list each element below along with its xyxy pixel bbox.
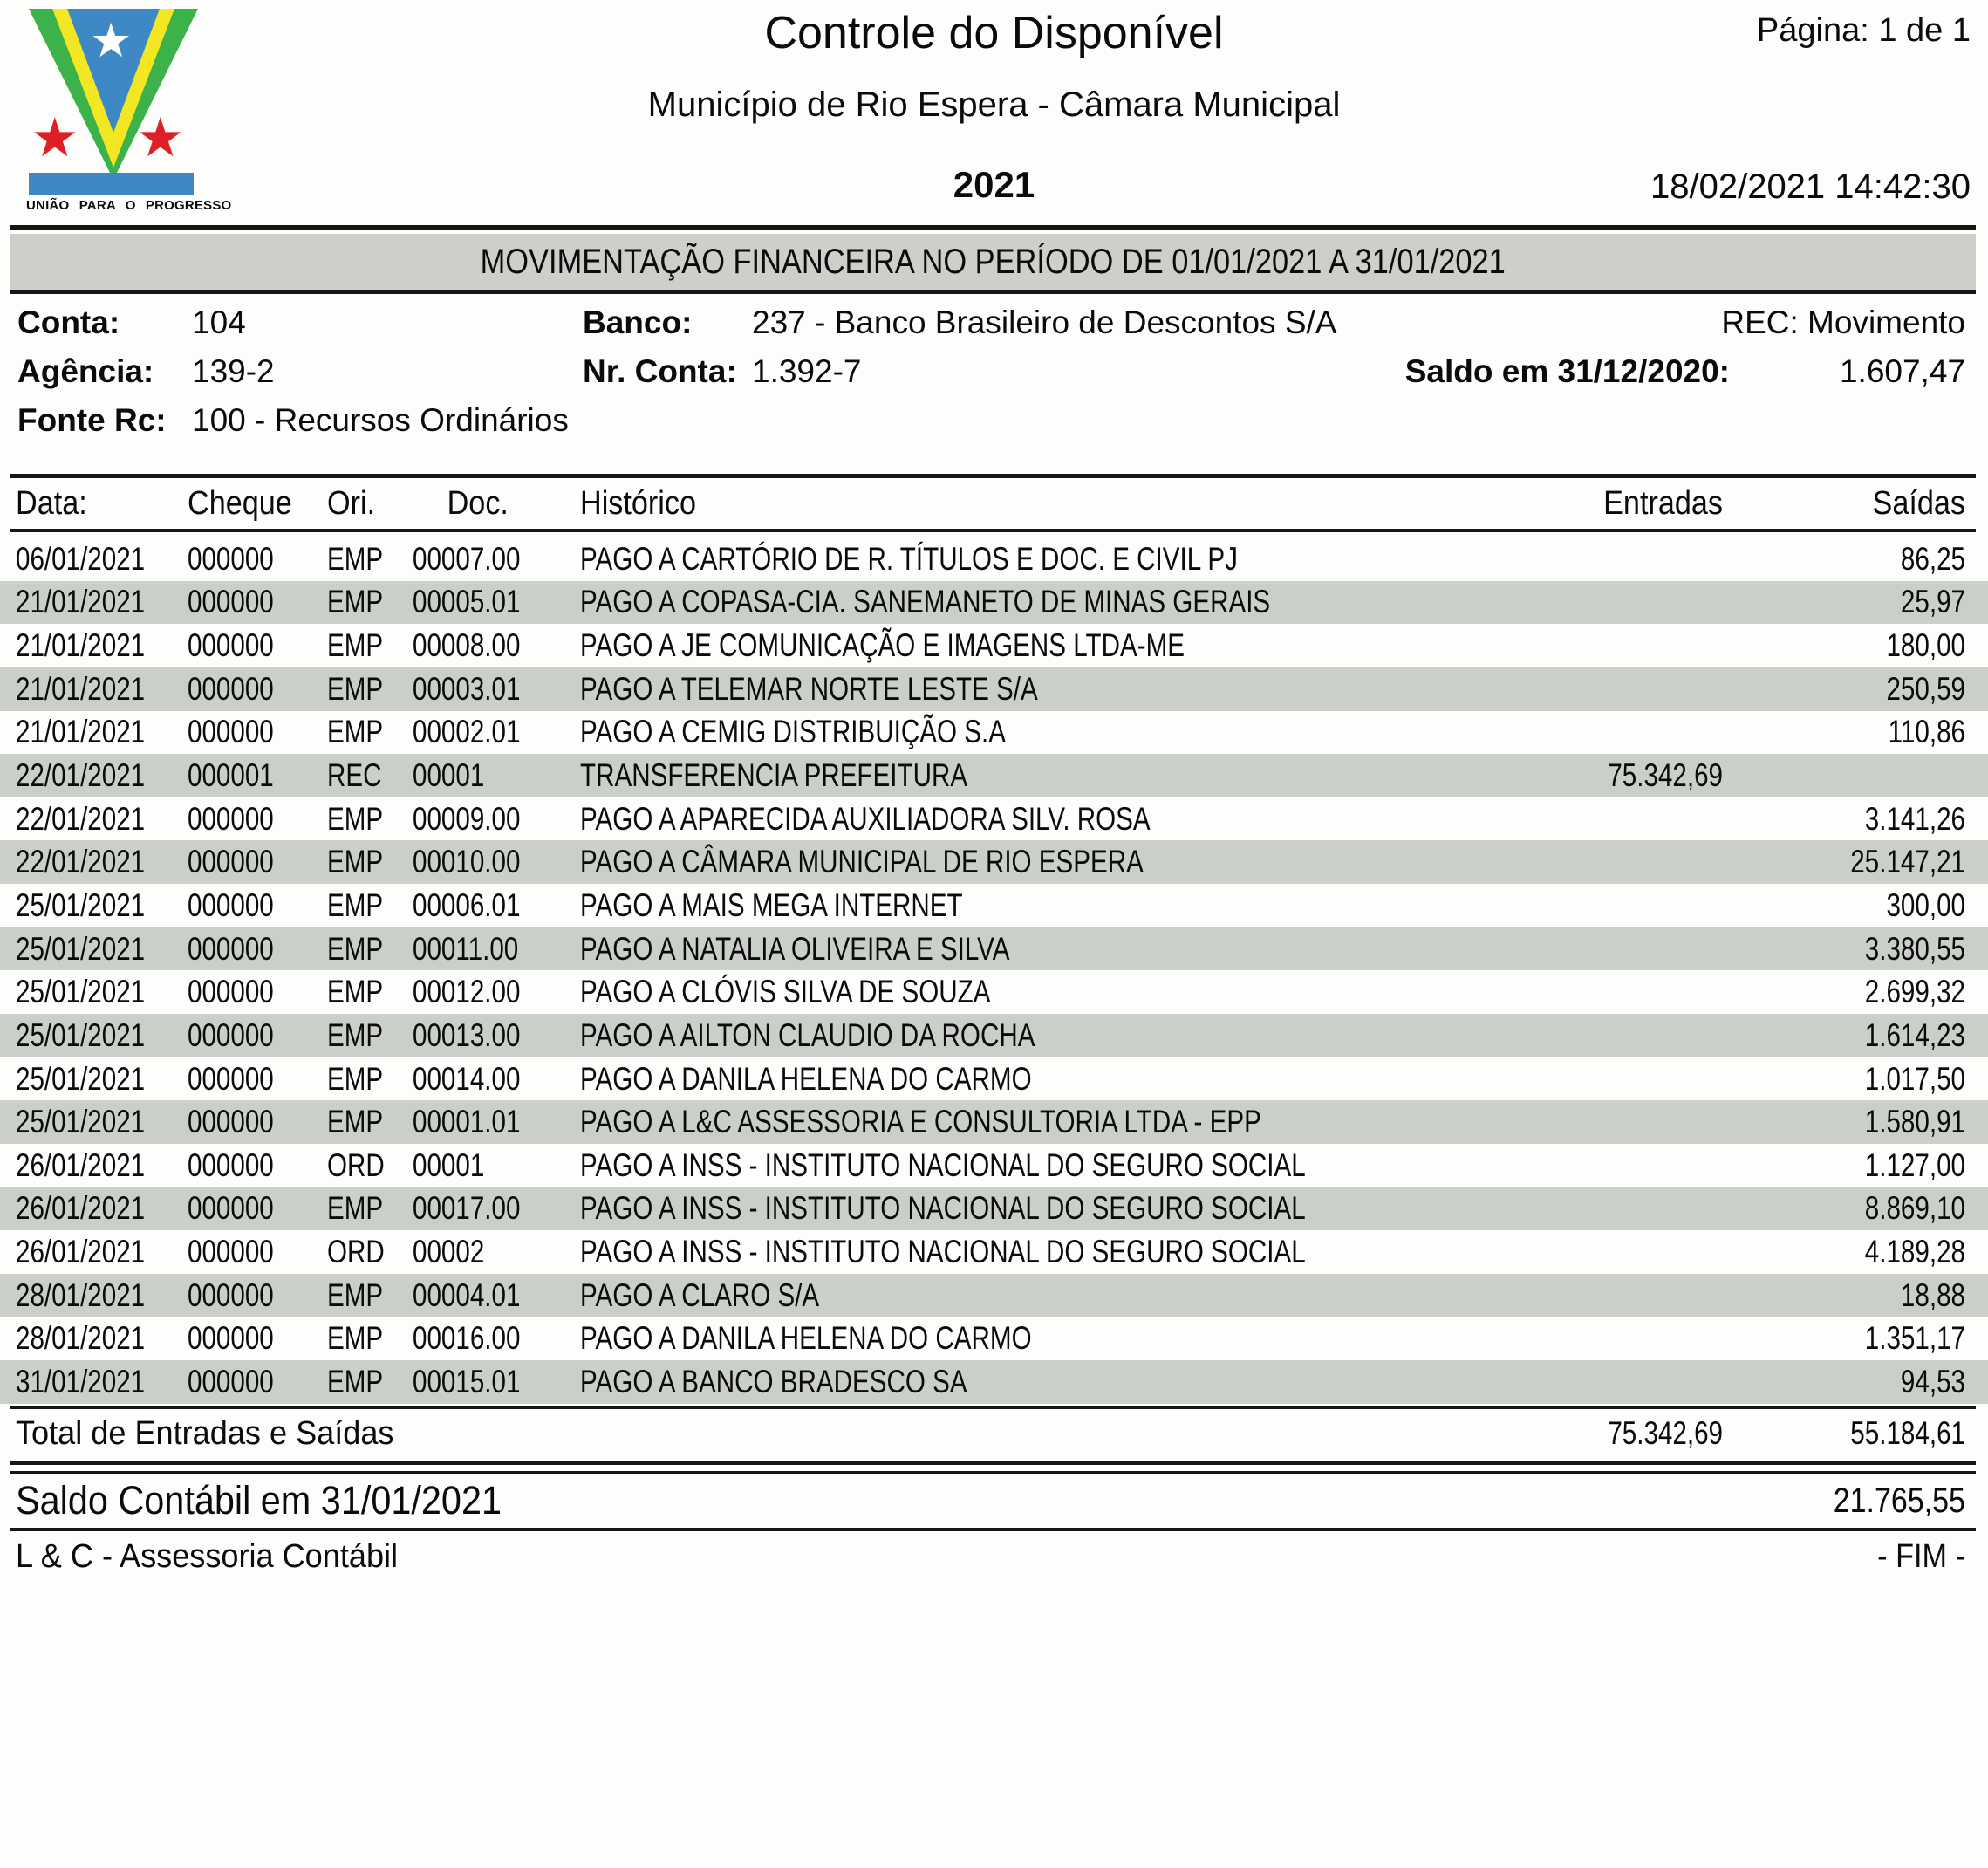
table-row <box>0 624 1988 667</box>
cell-doc: 00001 <box>413 1146 485 1183</box>
cell-date: 25/01/2021 <box>16 1016 146 1053</box>
rec-value <box>1721 304 1965 342</box>
cell-ori: EMP <box>327 627 384 664</box>
report-subtitle: Município de Rio Espera - Câmara Municipal <box>647 86 1341 124</box>
cell-ori: EMP <box>327 540 384 577</box>
cell-date: 25/01/2021 <box>16 930 146 967</box>
cell-doc: 00005.01 <box>413 584 521 620</box>
cell-date: 25/01/2021 <box>16 1060 146 1097</box>
cell-ori: EMP <box>327 974 384 1010</box>
table-row <box>0 1014 1988 1057</box>
agencia-label: Agência: <box>17 353 154 389</box>
cell-ori: EMP <box>327 800 384 837</box>
cell-ori: EMP <box>327 1060 384 1097</box>
table-row <box>0 1360 1988 1404</box>
table-row <box>0 1144 1988 1187</box>
cell-ori: EMP <box>327 584 384 620</box>
cell-ori: EMP <box>327 886 384 923</box>
cell-cheque: 000000 <box>188 670 274 707</box>
cell-saidas: 180,00 <box>1886 627 1965 664</box>
cell-ori: EMP <box>327 1320 384 1357</box>
nr-conta-value: 1.392-7 <box>752 353 862 389</box>
white-star-icon: ★ <box>90 15 133 67</box>
table-row <box>0 1057 1988 1101</box>
col-header-doc: Doc. <box>447 484 509 522</box>
cell-historico: PAGO A DANILA HELENA DO CARMO <box>580 1060 1032 1097</box>
cell-doc: 00013.00 <box>413 1016 521 1053</box>
cell-entradas: 75.342,69 <box>1608 757 1723 794</box>
nr-conta-label: Nr. Conta: <box>583 353 737 389</box>
cell-historico: PAGO A AILTON CLAUDIO DA ROCHA <box>580 1016 1035 1053</box>
cell-saidas: 86,25 <box>1900 540 1965 577</box>
saldo-contabil-row <box>16 1478 1965 1523</box>
cell-date: 26/01/2021 <box>16 1190 146 1227</box>
cell-historico: PAGO A BANCO BRADESCO SA <box>580 1363 967 1399</box>
table-row <box>0 581 1988 625</box>
cell-cheque: 000000 <box>188 714 274 750</box>
cell-ori: ORD <box>327 1146 385 1183</box>
cell-doc: 00006.01 <box>413 886 521 923</box>
footer-row <box>16 1536 1965 1577</box>
cell-ori: EMP <box>327 930 384 967</box>
cell-ori: ORD <box>327 1234 385 1270</box>
banco-label: Banco: <box>583 304 693 340</box>
cell-saidas: 3.141,26 <box>1864 800 1965 837</box>
period-band <box>10 234 1976 290</box>
transaction-rows <box>0 537 1988 1404</box>
conta-value: 104 <box>192 304 246 340</box>
cell-ori: EMP <box>327 670 384 707</box>
cell-doc: 00017.00 <box>413 1190 521 1227</box>
print-datetime: 18/02/2021 14:42:30 <box>1650 168 1971 206</box>
cell-historico: PAGO A CLARO S/A <box>580 1276 820 1313</box>
col-header-cheque: Cheque <box>188 484 292 522</box>
cell-saidas: 8.869,10 <box>1864 1190 1965 1227</box>
table-row <box>0 797 1988 841</box>
crest-motto: UNIÃO PARA O PROGRESSO <box>26 198 232 213</box>
cell-cheque: 000000 <box>188 584 274 620</box>
table-row <box>0 754 1988 797</box>
cell-doc: 00015.01 <box>413 1363 521 1399</box>
cell-doc: 00008.00 <box>413 627 521 664</box>
account-info-row-1 <box>0 304 1988 342</box>
cell-cheque: 000000 <box>188 1363 274 1399</box>
period-band-title: MOVIMENTAÇÃO FINANCEIRA NO PERÍODO DE 01/01/2021 A 31/01/2021 <box>480 242 1506 281</box>
cell-date: 06/01/2021 <box>16 540 146 577</box>
table-row <box>0 1230 1988 1274</box>
cell-date: 25/01/2021 <box>16 974 146 1010</box>
saldo-anterior-value: 1.607,47 <box>1839 353 1965 389</box>
cell-cheque: 000000 <box>188 1016 274 1053</box>
cell-date: 26/01/2021 <box>16 1146 146 1183</box>
cell-date: 21/01/2021 <box>16 584 146 620</box>
cell-historico: PAGO A NATALIA OLIVEIRA E SILVA <box>580 930 1010 967</box>
fonte-label: Fonte Rc: <box>17 402 167 438</box>
table-row <box>0 970 1988 1014</box>
cell-saidas: 110,86 <box>1888 714 1965 750</box>
cell-historico: PAGO A CEMIG DISTRIBUIÇÃO S.A <box>580 714 1006 750</box>
cell-cheque: 000000 <box>188 800 274 837</box>
cell-date: 22/01/2021 <box>16 757 146 794</box>
cell-date: 25/01/2021 <box>16 1104 146 1140</box>
horizontal-rule <box>10 290 1976 294</box>
cell-saidas: 1.614,23 <box>1864 1016 1965 1053</box>
cell-historico: PAGO A INSS - INSTITUTO NACIONAL DO SEGURO SOCIAL <box>580 1234 1306 1270</box>
cell-ori: EMP <box>327 1190 384 1227</box>
rec-label: REC: <box>1721 304 1799 340</box>
cell-doc: 00009.00 <box>413 800 521 837</box>
cell-cheque: 000000 <box>188 930 274 967</box>
col-header-data: Data: <box>16 484 87 522</box>
cell-date: 28/01/2021 <box>16 1276 146 1313</box>
cell-date: 26/01/2021 <box>16 1234 146 1270</box>
fonte-value: 100 - Recursos Ordinários <box>192 402 569 438</box>
col-header-historico: Histórico <box>580 484 697 522</box>
cell-historico: PAGO A L&C ASSESSORIA E CONSULTORIA LTDA - EPP <box>580 1104 1261 1140</box>
cell-ori: EMP <box>327 844 384 880</box>
cell-date: 25/01/2021 <box>16 886 146 923</box>
col-header-saidas: Saídas <box>1872 484 1965 522</box>
table-row <box>0 667 1988 711</box>
table-row <box>0 711 1988 755</box>
cell-doc: 00016.00 <box>413 1320 521 1357</box>
footer-company: L & C - Assessoria Contábil <box>16 1537 399 1575</box>
cell-saidas: 1.127,00 <box>1864 1146 1965 1183</box>
col-header-ori: Ori. <box>327 484 376 522</box>
cell-doc: 00007.00 <box>413 540 521 577</box>
cell-historico: TRANSFERENCIA PREFEITURA <box>580 757 968 794</box>
table-row <box>0 840 1988 884</box>
footer-end-marker: - FIM - <box>1877 1537 1965 1575</box>
cell-saidas: 1.580,91 <box>1864 1104 1965 1140</box>
cell-saidas: 25.147,21 <box>1850 844 1965 880</box>
cell-historico: PAGO A COPASA-CIA. SANEMANETO DE MINAS GERAIS <box>580 584 1271 620</box>
table-row <box>0 537 1988 581</box>
cell-cheque: 000000 <box>188 1104 274 1140</box>
cell-cheque: 000000 <box>188 627 274 664</box>
totals-entradas: 75.342,69 <box>1608 1415 1723 1451</box>
cell-saidas: 300,00 <box>1886 886 1965 923</box>
table-row <box>0 1100 1988 1144</box>
totals-row <box>0 1411 1988 1456</box>
cell-saidas: 3.380,55 <box>1864 930 1965 967</box>
cell-date: 28/01/2021 <box>16 1320 146 1357</box>
cell-ori: EMP <box>327 1276 384 1313</box>
saldo-anterior-label: Saldo em 31/12/2020: <box>1404 353 1730 389</box>
cell-doc: 00001 <box>413 757 485 794</box>
cell-ori: EMP <box>327 1104 384 1140</box>
account-info-row-2 <box>0 352 1988 391</box>
cell-date: 21/01/2021 <box>16 627 146 664</box>
cell-cheque: 000000 <box>188 1060 274 1097</box>
totals-label: Total de Entradas e Saídas <box>16 1414 394 1452</box>
col-header-entradas: Entradas <box>1603 484 1723 522</box>
cell-doc: 00004.01 <box>413 1276 521 1313</box>
cell-saidas: 250,59 <box>1886 670 1965 707</box>
cell-doc: 00003.01 <box>413 670 521 707</box>
horizontal-rule <box>10 1461 1976 1465</box>
cell-date: 21/01/2021 <box>16 670 146 707</box>
cell-historico: PAGO A CÂMARA MUNICIPAL DE RIO ESPERA <box>580 844 1144 880</box>
table-header-row <box>0 482 1988 525</box>
cell-historico: PAGO A CLÓVIS SILVA DE SOUZA <box>580 974 991 1010</box>
cell-doc: 00012.00 <box>413 974 521 1010</box>
cell-saidas: 94,53 <box>1900 1363 1965 1399</box>
cell-historico: PAGO A TELEMAR NORTE LESTE S/A <box>580 670 1038 707</box>
cell-cheque: 000000 <box>188 974 274 1010</box>
table-row <box>0 927 1988 971</box>
table-row <box>0 1317 1988 1361</box>
cell-date: 21/01/2021 <box>16 714 146 750</box>
cell-cheque: 000000 <box>188 1234 274 1270</box>
cell-cheque: 000000 <box>188 1190 274 1227</box>
cell-ori: EMP <box>327 1016 384 1053</box>
cell-historico: PAGO A CARTÓRIO DE R. TÍTULOS E DOC. E CIVIL PJ <box>580 540 1238 577</box>
horizontal-rule <box>10 1471 1976 1474</box>
cell-cheque: 000001 <box>188 757 274 794</box>
totals-saidas: 55.184,61 <box>1850 1415 1965 1451</box>
cell-historico: PAGO A INSS - INSTITUTO NACIONAL DO SEGURO SOCIAL <box>580 1190 1306 1227</box>
cell-cheque: 000000 <box>188 1146 274 1183</box>
table-row <box>0 1274 1988 1317</box>
cell-historico: PAGO A APARECIDA AUXILIADORA SILV. ROSA <box>580 800 1151 837</box>
table-row <box>0 884 1988 927</box>
cell-saidas: 2.699,32 <box>1864 974 1965 1010</box>
conta-label: Conta: <box>17 304 120 340</box>
agencia-value: 139-2 <box>192 353 275 389</box>
cell-saidas: 4.189,28 <box>1864 1234 1965 1270</box>
horizontal-rule <box>10 1406 1976 1409</box>
cell-doc: 00014.00 <box>413 1060 521 1097</box>
cell-historico: PAGO A DANILA HELENA DO CARMO <box>580 1320 1032 1357</box>
cell-date: 22/01/2021 <box>16 844 146 880</box>
saldo-contabil-label: Saldo Contábil em 31/01/2021 <box>16 1478 502 1522</box>
cell-doc: 00011.00 <box>413 930 519 967</box>
account-info-row-3 <box>0 401 1988 440</box>
horizontal-rule <box>10 225 1976 230</box>
red-star-left-icon: ★ <box>31 108 79 168</box>
page-number-label: Página: 1 de 1 <box>1756 12 1971 49</box>
report-title: Controle do Disponível <box>764 8 1224 58</box>
cell-historico: PAGO A INSS - INSTITUTO NACIONAL DO SEGURO SOCIAL <box>580 1146 1306 1183</box>
cell-doc: 00002.01 <box>413 714 521 750</box>
report-year: 2021 <box>953 164 1035 205</box>
cell-cheque: 000000 <box>188 886 274 923</box>
cell-date: 31/01/2021 <box>16 1363 146 1399</box>
cell-cheque: 000000 <box>188 1276 274 1313</box>
banco-value: 237 - Banco Brasileiro de Descontos S/A <box>752 304 1337 340</box>
horizontal-rule <box>10 474 1976 478</box>
horizontal-rule <box>10 529 1976 532</box>
cell-historico: PAGO A MAIS MEGA INTERNET <box>580 886 963 923</box>
table-row <box>0 1187 1988 1231</box>
cell-cheque: 000000 <box>188 540 274 577</box>
cell-saidas: 18,88 <box>1900 1276 1965 1313</box>
horizontal-rule <box>10 1528 1976 1531</box>
cell-saidas: 1.017,50 <box>1864 1060 1965 1097</box>
cell-cheque: 000000 <box>188 844 274 880</box>
red-star-right-icon: ★ <box>136 108 185 168</box>
cell-ori: EMP <box>327 1363 384 1399</box>
cell-saidas: 1.351,17 <box>1864 1320 1965 1357</box>
cell-doc: 00001.01 <box>413 1104 521 1140</box>
cell-ori: REC <box>327 757 382 794</box>
cell-doc: 00002 <box>413 1234 485 1270</box>
cell-cheque: 000000 <box>188 1320 274 1357</box>
saldo-contabil-value: 21.765,55 <box>1833 1481 1965 1520</box>
rec-text: Movimento <box>1807 304 1965 340</box>
cell-date: 22/01/2021 <box>16 800 146 837</box>
cell-ori: EMP <box>327 714 384 750</box>
cell-saidas: 25,97 <box>1900 584 1965 620</box>
cell-doc: 00010.00 <box>413 844 521 880</box>
cell-historico: PAGO A JE COMUNICAÇÃO E IMAGENS LTDA-ME <box>580 627 1185 664</box>
